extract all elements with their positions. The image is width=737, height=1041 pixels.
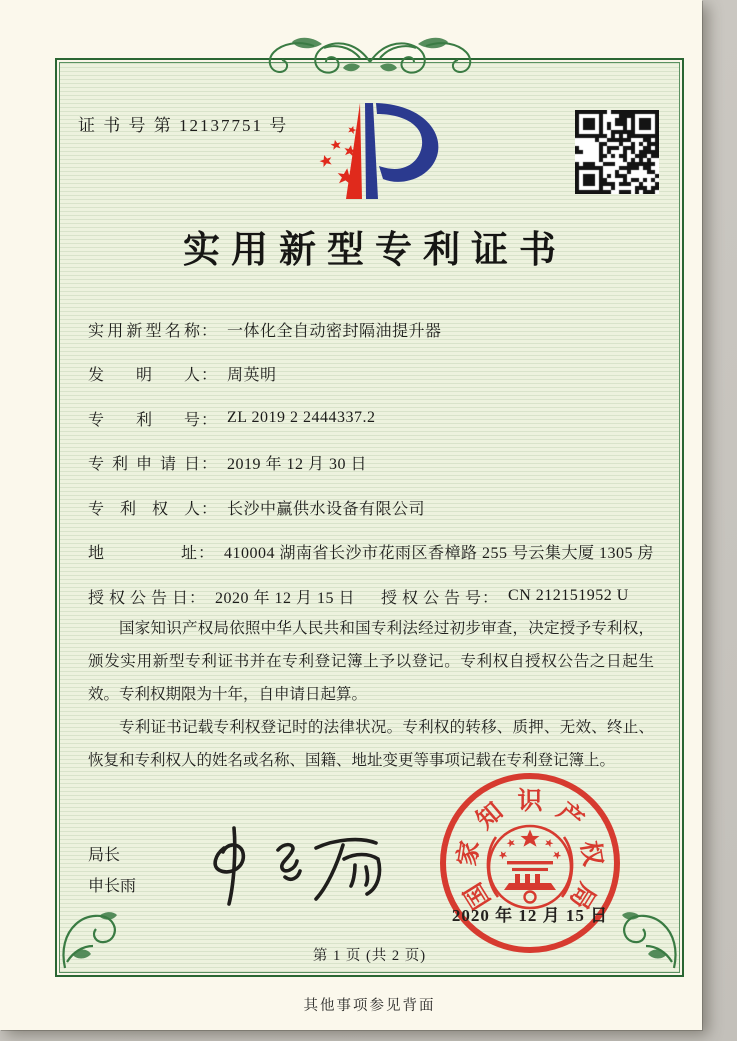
legal-text	[88, 612, 654, 777]
national-emblem-icon	[488, 826, 572, 908]
qr-code	[575, 110, 659, 194]
seal-arc-char: 权	[575, 838, 607, 868]
page-number: 第 1 页 (共 2 页)	[312, 948, 427, 964]
field-label: 授权公告号	[381, 589, 482, 607]
seal-arc-char: 局	[564, 877, 601, 914]
seal-arc-char: 家	[453, 838, 485, 868]
director-title: 局长	[88, 847, 121, 864]
field-row-address: 地址 ： 410004 湖南省长沙市花雨区香樟路 255 号云集大厦 1305 房	[88, 530, 654, 575]
field-value-utility-model-name: 一体化全自动密封隔油提升器	[227, 322, 442, 340]
certificate-title: 实用新型专利证书	[183, 230, 567, 271]
seal-arc-char: 产	[551, 797, 589, 835]
field-list	[88, 307, 654, 619]
cnipa-logo-icon	[296, 99, 446, 203]
field-row-patent-number: 专利号 ： ZL 2019 2 2444337.2	[88, 396, 654, 441]
legal-paragraph-1: 国家知识产权局依照中华人民共和国专利法经过初步审查，决定授予专利权，颁发实用新型专利证书并在专利登记簿上予以登记。专利权自授权公告之日起生效。专利权期限为十年，自申请日起算。	[88, 620, 654, 703]
director-signature-icon	[192, 822, 387, 910]
field-label: 实用新型名称	[88, 322, 200, 340]
field-value-inventor: 周英明	[227, 367, 277, 385]
field-label: 发明人	[88, 367, 200, 385]
field-value-filing-date: 2019 年 12 月 30 日	[227, 456, 368, 474]
field-value-grant-date: 2020 年 12 月 15 日	[215, 589, 356, 607]
cnipa-official-seal-icon	[436, 769, 624, 957]
field-label: 专利申请日	[88, 456, 200, 474]
field-label: 授权公告日	[88, 589, 188, 607]
field-value-patent-number: ZL 2019 2 2444337.2	[227, 409, 376, 427]
certificate-number: 证 书 号 第 12137751 号	[78, 116, 289, 135]
seal-arc-char: 识	[517, 788, 543, 815]
field-value-address: 410004 湖南省长沙市花雨区香樟路 255 号云集大厦 1305 房	[223, 545, 654, 563]
field-row-inventor: 发明人 ： 周英明	[88, 352, 654, 397]
field-label: 专利号	[88, 411, 200, 429]
field-label: 专利权人	[88, 500, 200, 518]
field-row-patentee: 专利权人 ： 长沙中赢供水设备有限公司	[88, 485, 654, 530]
field-row-name: 实用新型名称 ： 一体化全自动密封隔油提升器	[88, 307, 654, 352]
field-row-filing-date: 专利申请日 ： 2019 年 12 月 30 日	[88, 441, 654, 486]
legal-paragraph-2: 专利证书记载专利权登记时的法律状况。专利权的转移、质押、无效、终止、恢复和专利权人的姓名或名称、国籍、地址变更等事项记载在专利登记簿上。	[88, 719, 654, 769]
field-label: 地址	[88, 545, 197, 563]
field-value-patentee: 长沙中赢供水设备有限公司	[227, 500, 426, 518]
seal-date: 2020 年 12 月 15 日	[451, 906, 609, 925]
field-row-grant: 授权公告日 ： 2020 年 12 月 15 日 授权公告号 ： CN 212151952 U	[88, 574, 654, 619]
seal-arc-char: 国	[459, 877, 496, 914]
back-side-note: 其他事项参见背面	[303, 998, 436, 1014]
director-name: 申长雨	[88, 878, 137, 895]
director-block	[88, 840, 136, 902]
field-value-grant-number: CN 212151952 U	[508, 587, 629, 605]
seal-arc-char: 知	[471, 797, 509, 835]
